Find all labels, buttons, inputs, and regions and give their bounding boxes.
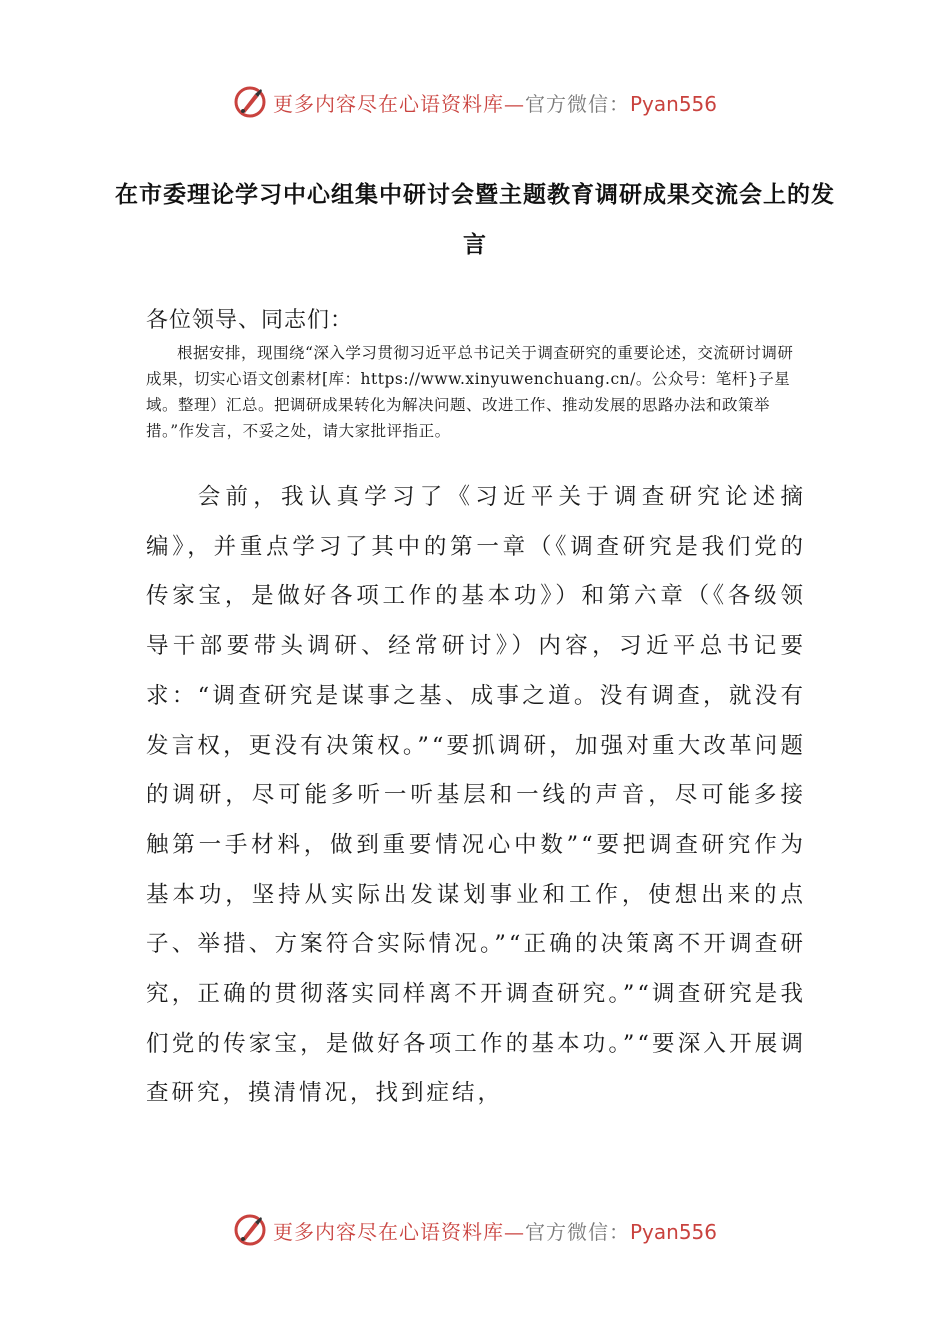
header-banner <box>0 82 950 122</box>
salutation: 各位领导、同志们： <box>146 308 354 333</box>
banner-main-text: 更多内容尽在心语资料库 <box>272 1219 504 1244</box>
banner-dash: — <box>503 1219 525 1244</box>
banner-wechat-id: Pyan556 <box>629 1219 717 1244</box>
quill-pen-logo-icon <box>233 1213 267 1247</box>
footer-banner <box>0 1210 950 1250</box>
banner-text <box>273 1216 717 1245</box>
banner-text <box>273 88 717 117</box>
banner-main-text: 更多内容尽在心语资料库 <box>272 91 504 116</box>
quill-pen-logo-icon <box>233 85 267 119</box>
body-paragraph: 会前，我认真学习了《习近平关于调查研究论述摘编》，并重点学习了其中的第一章（《调查研究是我们党的传家宝，是做好各项工作的基本功》）和第六章（《各级领导干部要带头调研、经常研讨》）内容，习近平总书记要求：“调查研究是谋事之基、成事之道。没有调查，就没有发言权，更没有决策权。”“要抓调研，加强对重大改革问题的调研，尽可能多听一听基层和一线的声音，尽可能多接触第一手材料，做到重要情况心中数”“要把调查研究作为基本功，坚持从实际出发谋划事业和工作，使想出来的点子、举措、方案符合实际情况。”“正确的决策离不开调查研究，正确的贯彻落实同样离不开调查研究。”“调查研究是我们党的传家宝，是做好各项工作的基本功。”“要深入开展调查研究，摸清情况，找到症结， <box>146 484 806 1107</box>
banner-official-label: 官方微信： <box>524 1219 630 1244</box>
intro-paragraph: 根据安排，现围绕“深入学习贯彻习近平总书记关于调查研究的重要论述，交流研讨调研成果，切实心语文创素材[库：https://www.xinyuwenchuang.cn/。公众号：笔杆}子星域。整理）汇总。把调研成果转化为解决问题、改进工作、推动发展的思路办法和政策举措。”作发言，不妥之处，请大家批评指正。 <box>146 344 794 440</box>
banner-dash: — <box>503 91 525 116</box>
banner-wechat-id: Pyan556 <box>629 91 717 116</box>
banner-official-label: 官方微信： <box>524 91 630 116</box>
document-title: 在市委理论学习中心组集中研讨会暨主题教育调研成果交流会上的发言 <box>115 182 835 258</box>
